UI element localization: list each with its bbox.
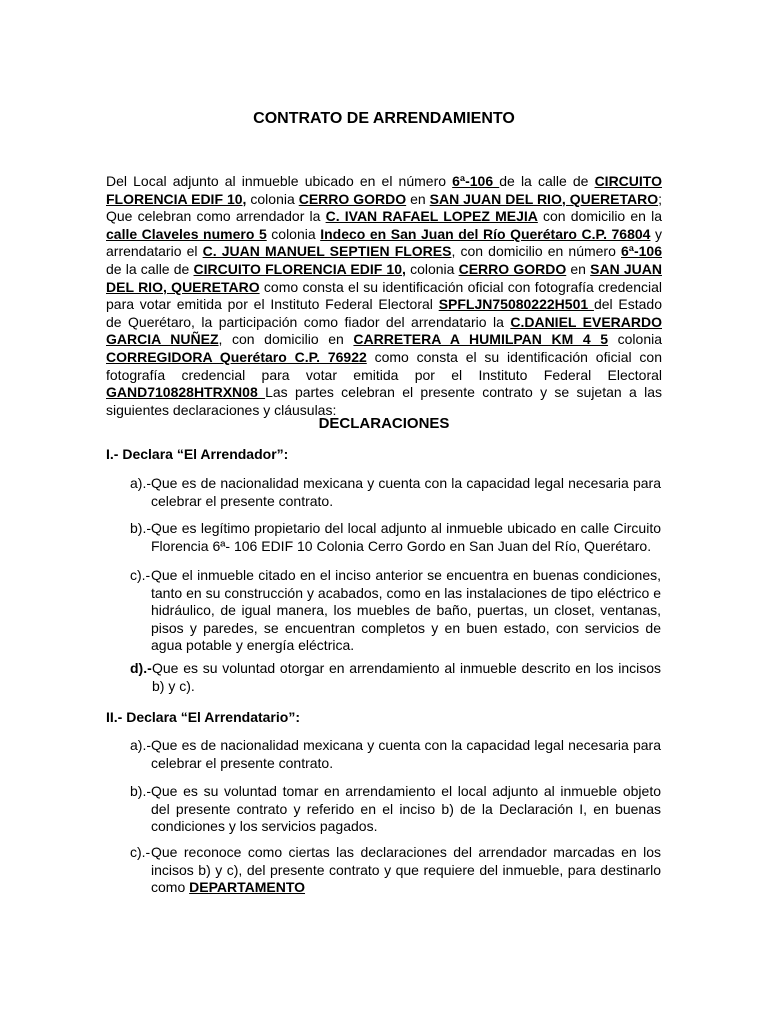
arrendatario-item-b	[130, 783, 661, 836]
arrendador-colonia: Indeco en San Juan del Río Querétaro C.P. 76804	[320, 225, 651, 242]
arrendatario-item-a	[130, 737, 661, 772]
intro-text: colonia	[246, 190, 299, 207]
destino-departamento: DEPARTAMENTO	[189, 879, 306, 896]
intro-paragraph	[106, 173, 662, 419]
arrendatario-heading: II.- Declara “El Arrendatario”:	[106, 709, 300, 725]
fiador-address: CARRETERA A HUMILPAN KM 4 5	[353, 331, 609, 348]
intro-text: con domicilio en la	[537, 208, 663, 225]
arrendador-name: C. IVAN RAFAEL LOPEZ MEJIA	[325, 208, 538, 225]
fiador-name: C.DANIEL EVERARDO GARCIA NUÑEZ	[106, 313, 662, 348]
arrendador-item-c	[130, 567, 661, 655]
arrendatario-street: CIRCUITO FLORENCIA EDIF 10,	[193, 260, 406, 277]
item-marker: a).-	[130, 475, 151, 491]
declaraciones-title: DECLARACIONES	[318, 415, 450, 432]
item-text: Que es su voluntad tomar en arrendamiento el local adjunto al inmueble objeto del presente contrato y referido en el inciso b) de la Declaración I, en buenas condiciones y los servicios pagados.	[151, 783, 661, 835]
item-marker: c).-	[130, 844, 151, 860]
intro-text: Las partes celebran el presente contrato y se sujetan a las siguientes declaraciones y cláusulas:	[106, 384, 662, 418]
item-text: Que es de nacionalidad mexicana y cuenta con la capacidad legal necesaria para celebrar el presente contrato.	[151, 475, 661, 509]
item-text: Que es legítimo propietario del local adjunto al inmueble ubicado en calle Circuito Florencia 6ª- 106 EDIF 10 Colonia Cerro Gordo en San Juan del Río, Querétaro.	[151, 520, 661, 554]
intro-text: de la calle de	[499, 173, 595, 189]
arrendatario-item-c	[130, 844, 661, 897]
arrendatario-number: 6ª-106	[621, 243, 662, 260]
intro-text: , con domicilio en	[218, 331, 354, 348]
intro-text: como consta el su identificación oficial con fotografía credencial para votar emitida por el Instituto Federal Electoral	[106, 348, 662, 383]
arrendatario-colonia: CERRO GORDO	[458, 260, 567, 277]
arrendatario-city: SAN JUAN DEL RIO, QUERETARO	[106, 260, 662, 295]
intro-text: Del Local adjunto al inmueble ubicado en el número	[106, 173, 453, 189]
item-marker: b).-	[130, 783, 151, 799]
item-marker: d).-	[130, 660, 152, 676]
intro-colonia: CERRO GORDO	[298, 190, 407, 207]
intro-text: colonia	[266, 225, 321, 242]
intro-city: SAN JUAN DEL RIO, QUERETARO	[429, 190, 659, 207]
intro-text: como consta el su identificación oficial con fotografía credencial para votar emitida por el Instituto Federal Electoral	[106, 278, 662, 313]
item-marker: c).-	[130, 567, 151, 583]
item-text-part: Que reconoce como ciertas las declaraciones del arrendador marcadas en los incisos b) y c), del presente contrato y que requiere del inmueble, para destinarlo como	[151, 844, 661, 896]
arrendatario-name: C. JUAN MANUEL SEPTIEN FLORES	[202, 243, 452, 260]
intro-text: colonia	[405, 260, 459, 277]
item-marker: a).-	[130, 737, 151, 753]
intro-text: colonia	[608, 331, 663, 348]
intro-text: en	[566, 260, 591, 277]
item-text	[151, 844, 661, 897]
arrendatario-id: SPFLJN75080222H501	[438, 296, 594, 313]
intro-text: del Estado de Querétaro, la participación como fiador del arrendatario la	[106, 296, 662, 330]
intro-text: en	[406, 190, 430, 207]
arrendador-heading: I.- Declara “El Arrendador”:	[106, 446, 289, 462]
intro-text: , con domicilio en número	[451, 243, 621, 260]
arrendador-item-b	[130, 520, 661, 555]
document-title: CONTRATO DE ARRENDAMIENTO	[253, 110, 515, 127]
intro-street: CIRCUITO FLORENCIA EDIF 10,	[106, 173, 662, 207]
fiador-colonia: CORREGIDORA Querétaro C.P. 76922	[106, 348, 367, 365]
fiador-id: GAND710828HTRXN08	[106, 384, 266, 401]
item-text: Que es su voluntad otorgar en arrendamiento al inmueble descrito en los incisos b) y c).	[152, 660, 661, 694]
item-marker: b).-	[130, 520, 151, 536]
item-text: Que es de nacionalidad mexicana y cuenta con la capacidad legal necesaria para celebrar el presente contrato.	[151, 737, 661, 771]
arrendador-item-d	[130, 660, 661, 695]
arrendador-item-a	[130, 475, 661, 510]
intro-text: ; Que celebran como arrendador la	[106, 190, 662, 225]
arrendador-street: calle Claveles numero 5	[106, 225, 267, 242]
intro-text: de la calle de	[106, 260, 194, 277]
item-text: Que el inmueble citado en el inciso anterior se encuentra en buenas condiciones, tanto en su construcción y acabados, como en las instalaciones de tipo eléctrico e hidráulico, de igual manera, los muebles de baño, puertas, un closet, ventanas, pisos y paredes, se encuentran completos y en buen estado, con servicios de agua potable y energía eléctrica.	[151, 567, 661, 654]
intro-number: 6ª-106	[452, 173, 500, 189]
intro-text: y arrendatario el	[106, 225, 663, 260]
